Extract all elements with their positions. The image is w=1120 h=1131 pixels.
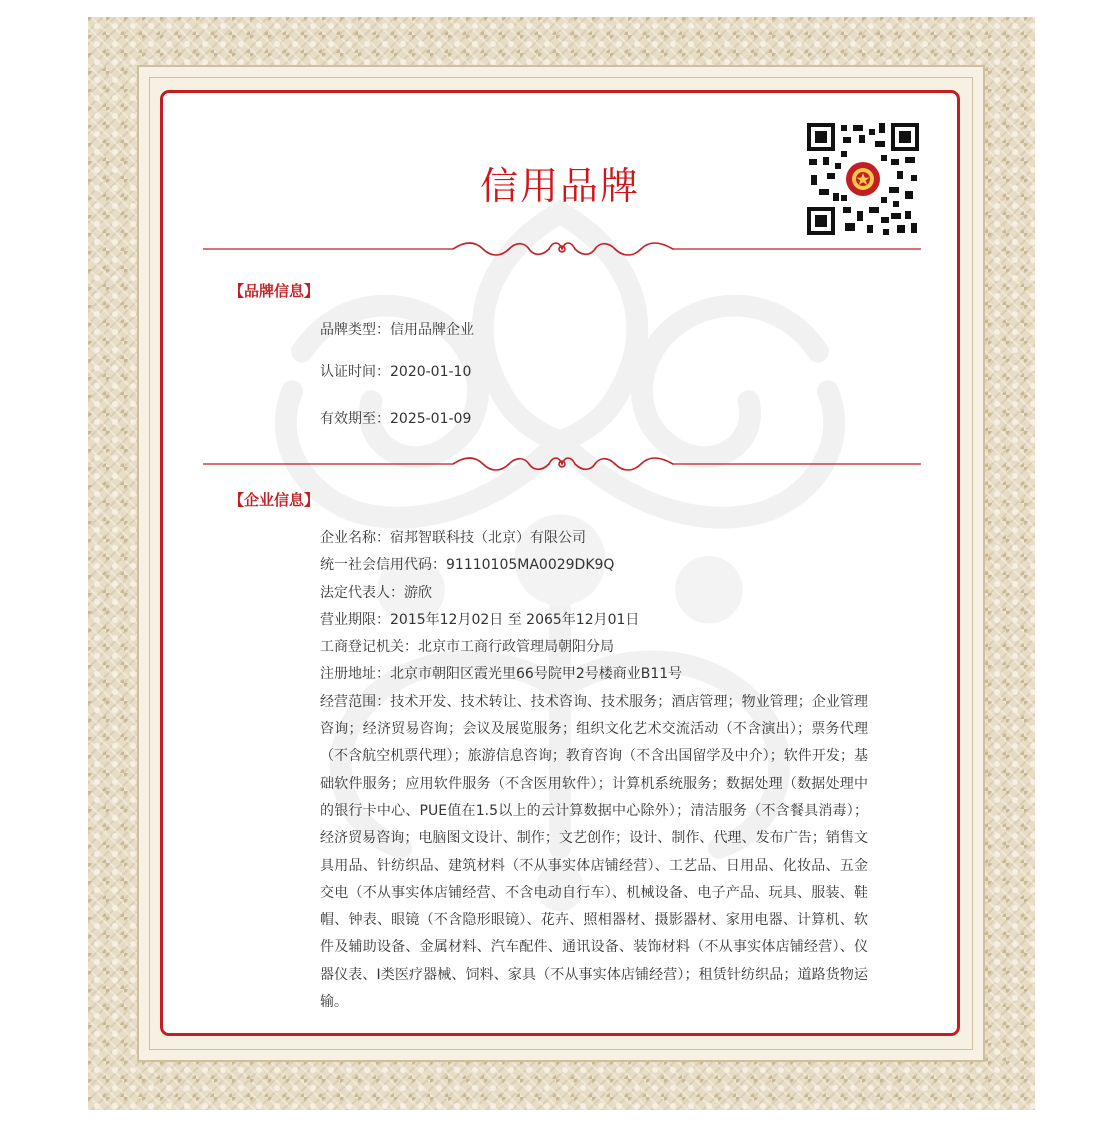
qr-code-icon[interactable]	[805, 121, 921, 237]
seal-icon	[843, 159, 883, 199]
valid-until: 有效期至：2025-01-09	[320, 411, 472, 427]
registered-address: 注册地址：北京市朝阳区霞光里66号院甲2号楼商业B11号	[320, 666, 683, 683]
ornament-divider-icon	[203, 237, 921, 261]
brand-info-header: 【品牌信息】	[229, 282, 320, 300]
company-info	[320, 525, 868, 1016]
company-name: 企业名称：宿邦智联科技（北京）有限公司	[320, 530, 586, 546]
credit-code: 统一社会信用代码：91110105MA0029DK9Q	[320, 557, 615, 574]
ornament-divider-icon	[203, 452, 921, 476]
certified-date: 认证时间：2020-01-10	[320, 364, 472, 380]
registration-authority: 工商登记机关：北京市工商行政管理局朝阳分局	[320, 639, 614, 656]
certificate-panel	[160, 90, 960, 1036]
brand-type: 品牌类型：信用品牌企业	[320, 322, 474, 338]
company-info-header: 【企业信息】	[229, 491, 320, 509]
business-scope: 经营范围：技术开发、技术转让、技术咨询、技术服务；酒店管理；物业管理；企业管理咨询；经济贸易咨询；会议及展览服务；组织文化艺术交流活动（不含演出）；票务代理（不含航空机票代理）；旅游信息咨询；教育咨询（不含出国留学及中介）；软件开发；基础软件服务；应用软件服务（不含医用软件）；计算机系统服务；数据处理（数据处理中的银行卡中心、PUE值在1.5以上的云计算数据中心除外）；清洁服务（不含餐具消毒）；经济贸易咨询；电脑图文设计、制作；文艺创作；设计、制作、代理、发布广告；销售文具用品、针纺织品、建筑材料（不从事实体店铺经营）、工艺品、日用品、化妆品、五金交电（不从事实体店铺经营、不含电动自行车）、机械设备、电子产品、玩具、服装、鞋帽、钟表、眼镜（不含隐形眼镜）、花卉、照相器材、摄影器材、家用电器、计算机、软件及辅助设备、金属材料、汽车配件、通讯设备、装饰材料（不从事实体店铺经营）、仪器仪表、I类医疗器械、饲料、家具（不从事实体店铺经营）；租赁针纺织品；道路货物运输。	[320, 693, 868, 1011]
business-term: 营业期限：2015年12月02日 至 2065年12月01日	[320, 611, 640, 628]
page-title: 信用品牌	[479, 164, 640, 208]
legal-representative: 法定代表人：游欣	[320, 584, 432, 601]
